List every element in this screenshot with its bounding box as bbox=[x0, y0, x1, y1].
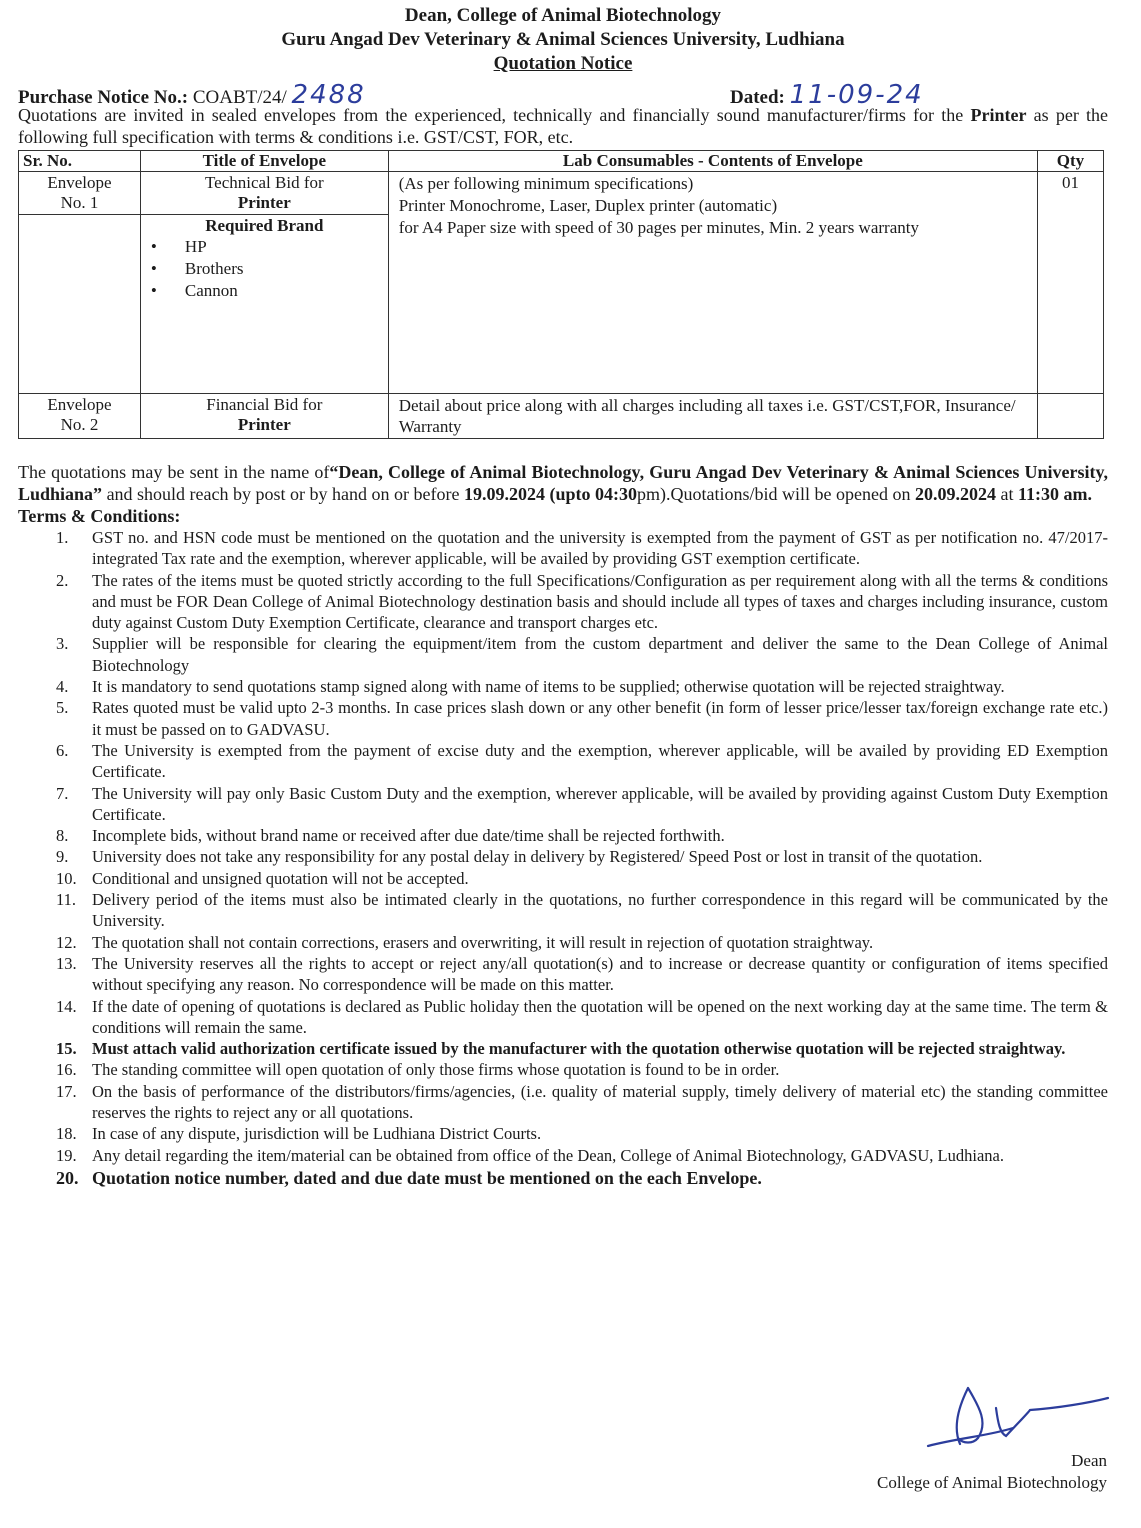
signature-block bbox=[830, 1378, 1120, 1528]
term-text: The quotation shall not contain corrections, erasers and overwriting, it will result in rejection of quotation straightway. bbox=[92, 932, 874, 952]
term-number: 12. bbox=[56, 932, 77, 952]
term-text: Must attach valid authorization certificate issued by the manufacturer with the quotation otherwise quotation will be rejected straightway. bbox=[92, 1039, 1066, 1059]
envelope-1-title-bold: Printer bbox=[237, 193, 291, 212]
handwritten-notice-number: 2488 bbox=[291, 80, 366, 110]
term-number: 16. bbox=[56, 1060, 77, 1080]
envelope-2-contents: Detail about price along with all charges including all taxes i.e. GST/CST,FOR, Insurance/ Warranty bbox=[388, 394, 1037, 439]
envelope-1-contents bbox=[388, 172, 1037, 394]
header-qty: Qty bbox=[1038, 151, 1104, 172]
term-number: 6. bbox=[56, 740, 69, 760]
table-header-row bbox=[19, 151, 1104, 172]
term-item bbox=[18, 996, 1108, 1039]
term-number: 2. bbox=[56, 570, 69, 590]
term-number: 8. bbox=[56, 826, 69, 846]
submission-paragraph bbox=[18, 461, 1108, 505]
envelope-1-sr-line2: No. 1 bbox=[60, 193, 99, 212]
term-number: 11. bbox=[56, 890, 77, 910]
term-item bbox=[18, 1081, 1108, 1124]
spec-line-1: (As per following minimum specifications) bbox=[398, 174, 694, 193]
term-number: 17. bbox=[56, 1081, 77, 1101]
intro-item: Printer bbox=[970, 105, 1027, 125]
submission-text-1: The quotations may be sent in the name of bbox=[18, 462, 330, 482]
term-number: 7. bbox=[56, 783, 69, 803]
purchase-notice-number bbox=[18, 80, 366, 110]
term-item bbox=[18, 570, 1108, 634]
brand-item: • Brothers bbox=[151, 258, 384, 280]
brand-list bbox=[145, 236, 384, 302]
envelope-1-title-text: Technical Bid for bbox=[204, 173, 324, 192]
envelope-1-title bbox=[140, 172, 388, 215]
required-brand-label: Required Brand bbox=[205, 216, 324, 235]
term-item bbox=[18, 740, 1108, 783]
document-header bbox=[18, 4, 1108, 76]
required-brand-cell bbox=[140, 215, 388, 394]
term-text: The rates of the items must be quoted strictly according to the full Specifications/Configuration as per requirement along with all the terms & conditions and must be FOR Dean College of Animal Biotechnology destination basis and should include all types of taxes and charges including insurance, custom duty against Custom Duty Exemption Certificate, clearance and transport charges etc. bbox=[92, 570, 1108, 633]
term-text: It is mandatory to send quotations stamp signed along with name of items to be supplied; otherwise quotation will be rejected straightway. bbox=[92, 677, 1005, 697]
term-number: 9. bbox=[56, 847, 69, 867]
term-item bbox=[18, 846, 1108, 867]
term-number: 19. bbox=[56, 1145, 77, 1165]
envelope-2-sr-line2: No. 2 bbox=[60, 415, 99, 434]
envelope-2-qty bbox=[1038, 394, 1104, 439]
term-item bbox=[18, 783, 1108, 826]
term-text: Incomplete bids, without brand name or received after due date/time shall be rejected forthwith. bbox=[92, 826, 725, 846]
envelope-2-title-text: Financial Bid for bbox=[206, 395, 323, 414]
envelope-1-sr-blank bbox=[19, 215, 141, 394]
term-number: 13. bbox=[56, 953, 77, 973]
term-text: In case of any dispute, jurisdiction will be Ludhiana District Courts. bbox=[92, 1124, 542, 1144]
envelope-2-title bbox=[140, 394, 388, 439]
term-text: University does not take any responsibility for any postal delay in delivery by Registered/ Speed Post or lost in transit of the quotation. bbox=[92, 847, 983, 867]
header-title-of-envelope: Title of Envelope bbox=[140, 151, 388, 172]
envelope-1-sr-line1: Envelope bbox=[47, 173, 112, 192]
term-text: The standing committee will open quotation of only those firms whose quotation is found to be in order. bbox=[92, 1060, 780, 1080]
envelope-2-title-bold: Printer bbox=[237, 415, 291, 434]
spec-line-3: for A4 Paper size with speed of 30 pages per minutes, Min. 2 years warranty bbox=[398, 218, 919, 237]
opening-time: 11:30 am. bbox=[1017, 484, 1092, 504]
term-number: 10. bbox=[56, 868, 77, 888]
term-item bbox=[18, 953, 1108, 996]
quotation-notice-page bbox=[18, 4, 1108, 1189]
document-title: Quotation Notice bbox=[493, 53, 633, 74]
brand-item: • Cannon bbox=[151, 280, 384, 302]
term-number: 14. bbox=[56, 996, 77, 1016]
term-text: Supplier will be responsible for clearing the equipment/item from the custom department and deliver the same to the Dean College of Animal Biotechnology bbox=[92, 634, 1108, 675]
header-contents: Lab Consumables - Contents of Envelope bbox=[388, 151, 1037, 172]
submission-text-2: and should reach by post or by hand on or before bbox=[106, 484, 460, 504]
purchase-notice-label: Purchase Notice No.: bbox=[18, 87, 189, 108]
term-text: Rates quoted must be valid upto 2-3 months. In case prices slash down or any other benefit (in form of lesser price/lesser tax/foreign exchange rate etc.) it must be passed on to GADVASU. bbox=[92, 698, 1108, 739]
submission-text-4: at bbox=[1000, 484, 1014, 504]
term-text: The University is exempted from the payment of excise duty and the exemption, wherever applicable, will be availed by providing ED Exemption Certificate. bbox=[92, 740, 1108, 782]
handwritten-date: 11-09-24 bbox=[789, 80, 924, 110]
term-text: Delivery period of the items must also be intimated clearly in the quotations, no further correspondence in this regard will be communicated by the University. bbox=[92, 890, 1108, 931]
handwritten-signature-icon bbox=[918, 1378, 1118, 1458]
term-text: Conditional and unsigned quotation will not be accepted. bbox=[92, 868, 469, 888]
signatory-office: College of Animal Biotechnology bbox=[877, 1473, 1107, 1492]
term-text: GST no. and HSN code must be mentioned on the quotation and the university is exempted from the payment of GST as per notification no. 47/2017-integrated Tax rate and the exemption, wherever applicable, will be availed by providing GST exemption certificate. bbox=[92, 528, 1108, 569]
table-row-envelope-2 bbox=[19, 394, 1104, 439]
term-item bbox=[18, 1123, 1108, 1144]
terms-title: Terms & Conditions: bbox=[18, 506, 181, 526]
term-number: 20. bbox=[56, 1167, 79, 1188]
term-text: The University reserves all the rights to accept or reject any/all quotation(s) and to increase or decrease quantity or configuration of items specified without specifying any reason. No correspondence will be made on this matter. bbox=[92, 953, 1108, 995]
signatory-designation bbox=[877, 1450, 1107, 1494]
envelope-1-qty: 01 bbox=[1038, 172, 1104, 394]
spec-line-2: Printer Monochrome, Laser, Duplex printer (automatic) bbox=[398, 196, 778, 215]
term-item bbox=[18, 1059, 1108, 1080]
term-item bbox=[18, 868, 1108, 889]
notice-date bbox=[730, 80, 924, 110]
term-text: The University will pay only Basic Custom Duty and the exemption, wherever applicable, will be availed by providing against Custom Duty Exemption Certificate. bbox=[92, 783, 1108, 824]
term-item bbox=[18, 527, 1108, 570]
header-sr-no: Sr. No. bbox=[19, 151, 141, 172]
opening-date: 20.09.2024 bbox=[914, 484, 996, 504]
envelope-2-sr-line1: Envelope bbox=[47, 395, 112, 414]
term-number: 15. bbox=[56, 1039, 77, 1059]
term-text: Any detail regarding the item/material can be obtained from office of the Dean, College of Animal Biotechnology, GADVASU, Ludhiana. bbox=[92, 1145, 1004, 1165]
header-line-dean: Dean, College of Animal Biotechnology bbox=[404, 5, 722, 26]
term-item bbox=[18, 1145, 1108, 1166]
term-number: 1. bbox=[56, 528, 69, 547]
envelope-table bbox=[18, 150, 1104, 439]
term-number: 5. bbox=[56, 698, 69, 718]
term-item bbox=[18, 633, 1108, 676]
header-line-university: Guru Angad Dev Veterinary & Animal Sciences University, Ludhiana bbox=[281, 29, 845, 50]
term-text: On the basis of performance of the distributors/firms/agencies, (i.e. quality of material supply, timely delivery of material etc) the standing committee reserves the rights to reject any or all quotations. bbox=[92, 1081, 1108, 1123]
intro-paragraph bbox=[18, 104, 1108, 148]
term-number: 18. bbox=[56, 1124, 77, 1144]
table-row-envelope-1 bbox=[19, 172, 1104, 215]
term-text: Quotation notice number, dated and due date must be mentioned on the each Envelope. bbox=[92, 1167, 762, 1188]
term-item bbox=[18, 1168, 1108, 1189]
signatory-title: Dean bbox=[1071, 1451, 1107, 1470]
term-item bbox=[18, 889, 1108, 932]
notice-number-row bbox=[18, 78, 1108, 110]
purchase-notice-prefix: COABT/24/ bbox=[192, 87, 287, 108]
envelope-1-sr bbox=[19, 172, 141, 215]
intro-text: Quotations are invited in sealed envelopes from the experienced, technically and financially sound manufacturer/firms for the bbox=[18, 105, 964, 125]
envelope-2-sr bbox=[19, 394, 141, 439]
term-item bbox=[18, 697, 1108, 740]
term-number: 3. bbox=[56, 634, 69, 654]
term-item bbox=[18, 676, 1108, 697]
intro-text-2: as per the following full specification with terms & conditions i.e. GST/CST, FOR, etc. bbox=[18, 105, 1109, 147]
submission-due-date: 19.09.2024 (upto 04:30 bbox=[463, 484, 637, 504]
term-number: 4. bbox=[56, 677, 69, 697]
terms-list bbox=[18, 527, 1108, 1189]
submission-text-3: pm).Quotations/bid will be opened on bbox=[637, 484, 911, 504]
brand-item: • HP bbox=[151, 236, 384, 258]
dated-label: Dated: bbox=[730, 87, 785, 108]
term-item bbox=[18, 825, 1108, 846]
term-item bbox=[18, 1038, 1108, 1059]
submission-addressee: “Dean, College of Animal Biotechnology, Guru Angad Dev Veterinary & Animal Sciences University, Ludhiana” bbox=[18, 462, 1108, 504]
term-text: If the date of opening of quotations is declared as Public holiday then the quotation will be opened on the next working day at the same time. The term & conditions will remain the same. bbox=[92, 996, 1108, 1037]
term-item bbox=[18, 932, 1108, 953]
